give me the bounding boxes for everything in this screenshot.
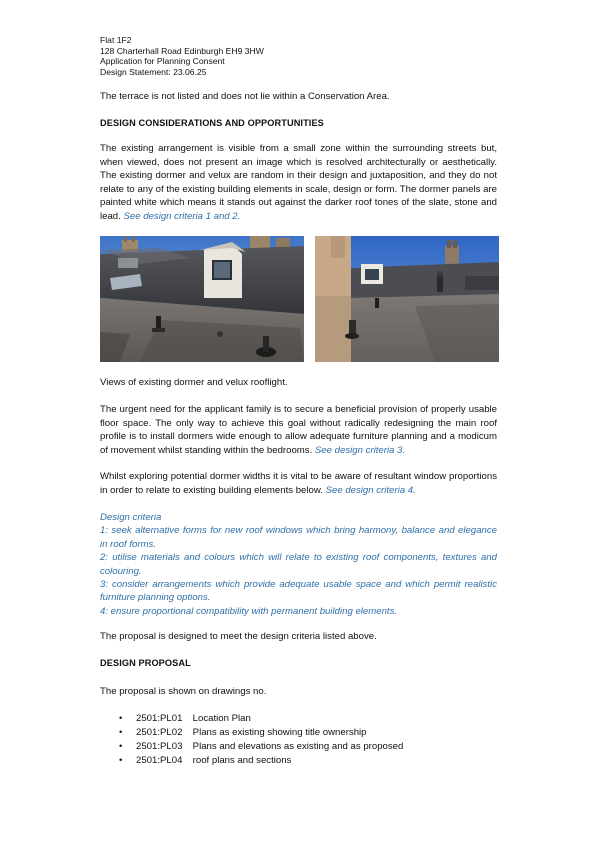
- proposal-intro: The proposal is shown on drawings no.: [100, 686, 267, 697]
- drawing-code: 2501:PL01: [136, 713, 183, 724]
- drawing-item-pl01: [119, 712, 403, 726]
- bullet-icon: •: [119, 755, 123, 766]
- considerations-paragraph-2: [100, 403, 497, 457]
- document-header: [100, 35, 264, 77]
- photo-existing-velux-rooflight: [315, 236, 499, 362]
- header-application-type: Application for Planning Consent: [100, 56, 225, 66]
- design-criteria-list: [100, 511, 497, 618]
- header-address-flat: Flat 1F2: [100, 35, 132, 45]
- photo-existing-dormer-image: [100, 236, 304, 362]
- bullet-icon: •: [119, 741, 123, 752]
- design-criteria-item-1: 1: seek alternative forms for new roof windows which bring harmony, balance and elegance in roof forms.: [100, 525, 497, 550]
- photos-caption: Views of existing dormer and velux rooflight.: [100, 377, 288, 388]
- drawing-title: Plans as existing showing title ownership: [192, 727, 367, 738]
- drawing-code: 2501:PL02: [136, 727, 183, 738]
- photo-existing-dormer: [100, 236, 304, 362]
- header-address-street: 128 Charterhall Road Edinburgh EH9 3HW: [100, 45, 264, 56]
- design-criteria-item-4: 4: ensure proportional compatibility with permanent building elements.: [100, 605, 398, 617]
- photo-existing-velux-image: [315, 236, 499, 362]
- drawing-item-pl03: [119, 740, 403, 754]
- proposal-note: The proposal is designed to meet the design criteria listed above.: [100, 631, 377, 642]
- design-criteria-item-2: 2: utilise materials and colours which will relate to existing roof components, textures and colouring.: [100, 552, 497, 577]
- design-criteria-reference-4: See design criteria 4.: [325, 484, 416, 496]
- design-criteria-item-3: 3: consider arrangements which provide adequate usable space and which permit realistic furniture planning options.: [100, 579, 497, 604]
- considerations-paragraph-1: [100, 142, 497, 224]
- considerations-paragraph-2-text: The urgent need for the applicant family is to secure a beneficial provision of properly usable floor space. The only way to achieve this goal without radically redesigning the main roof profile is to install dormers wide enough to allow adequate furniture planning and a modicum of movement whilst standing within the bedrooms.: [100, 404, 497, 456]
- drawing-item-pl04: [119, 754, 403, 768]
- drawings-list: [119, 712, 403, 768]
- design-criteria-reference-1-2: See design criteria 1 and 2.: [123, 210, 241, 222]
- considerations-paragraph-3-text: Whilst exploring potential dormer widths it is vital to be aware of resultant window proportions in order to relate to existing building elements below.: [100, 471, 497, 496]
- drawing-code: 2501:PL04: [136, 755, 183, 766]
- drawing-code: 2501:PL03: [136, 741, 183, 752]
- design-criteria-reference-3: See design criteria 3.: [314, 444, 406, 456]
- drawing-title: Plans and elevations as existing and as proposed: [192, 741, 404, 752]
- drawing-title: roof plans and sections: [192, 755, 292, 766]
- section-heading-proposal: DESIGN PROPOSAL: [100, 658, 191, 668]
- header-statement-date: Design Statement: 23.06.25: [100, 66, 207, 77]
- intro-paragraph: The terrace is not listed and does not lie within a Conservation Area.: [100, 91, 390, 102]
- drawing-title: Location Plan: [192, 713, 251, 724]
- section-heading-considerations: DESIGN CONSIDERATIONS AND OPPORTUNITIES: [100, 118, 324, 128]
- bullet-icon: •: [119, 713, 123, 724]
- design-criteria-title: Design criteria: [100, 512, 162, 523]
- considerations-paragraph-3: [100, 470, 497, 497]
- bullet-icon: •: [119, 727, 123, 738]
- drawing-item-pl02: [119, 726, 403, 740]
- considerations-paragraph-1-text: The existing arrangement is visible from a small zone within the surrounding streets but, when viewed, does not present an image which is resolved architecturally or aesthetically. The existing dormer and velux are random in their design and juxtaposition, and they do not relate to any of the existing building elements in scale, design or form. The dormer panels are painted white which means it stands out against the darker roof tones of the slate, stone and lead.: [100, 143, 497, 222]
